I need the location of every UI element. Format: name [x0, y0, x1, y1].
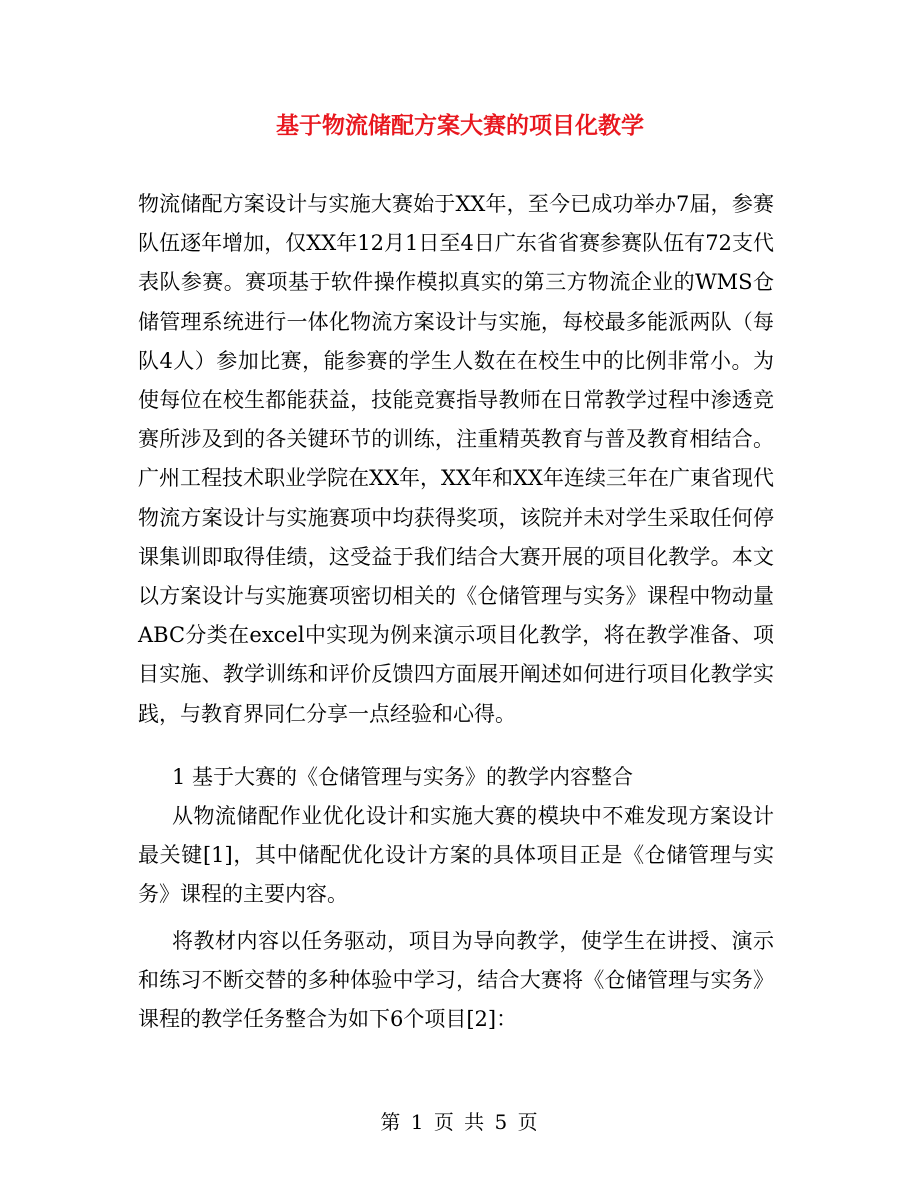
paragraph-intro: 物流储配方案设计与实施大赛始于XX年，至今已成功举办7届，参赛队伍逐年增加，仅XX年12月1日至4日广东省省赛参赛队伍有72支代表队参赛。赛项基于软件操作模拟真实的第三方物流企业的WMS仓储管理系统进行一体化物流方案设计与实施，每校最多能派两队（每队4人）参加比赛，能参赛的学生人数在在校生中的比例非常小。为使每位在校生都能获益，技能竞赛指导教师在日常教学过程中渗透竞赛所涉及到的各关键环节的训练，注重精英教育与普及教育相结合。广州工程技术职业学院在XX年，XX年和XX年连续三年在广東省现代物流方案设计与实施赛项中均获得奖项，该院并未对学生采取任何停课集训即取得佳绩，这受益于我们结合大赛开展的项目化教学。本文以方案设计与实施赛项密切相关的《仓储管理与实务》课程中物动量ABC分类在excel中实现为例来演示项目化教学，将在教学准备、项目实施、教学训练和评价反馈四方面展开阐述如何进行项目化教学实践，与教育界同仁分享一点经验和心得。: [138, 192, 774, 726]
page-footer: 第 1 页 共 5 页: [380, 1110, 540, 1134]
document-title: 基于物流储配方案大赛的项目化教学: [276, 112, 644, 139]
paragraph-section-2: 将教材内容以任务驱动，项目为导向教学，使学生在讲授、演示和练习不断交替的多种体验中学习，结合大赛将《仓储管理与实务》课程的教学任务整合为如下6个项目[2]：: [138, 929, 774, 1032]
paragraph-section-1: 从物流储配作业优化设计和实施大赛的模块中不难发现方案设计最关键[1]，其中储配优化设计方案的具体项目正是《仓储管理与实务》课程的主要内容。: [138, 804, 774, 907]
section-heading: 1 基于大赛的《仓储管理与实务》的教学内容整合: [172, 765, 634, 789]
